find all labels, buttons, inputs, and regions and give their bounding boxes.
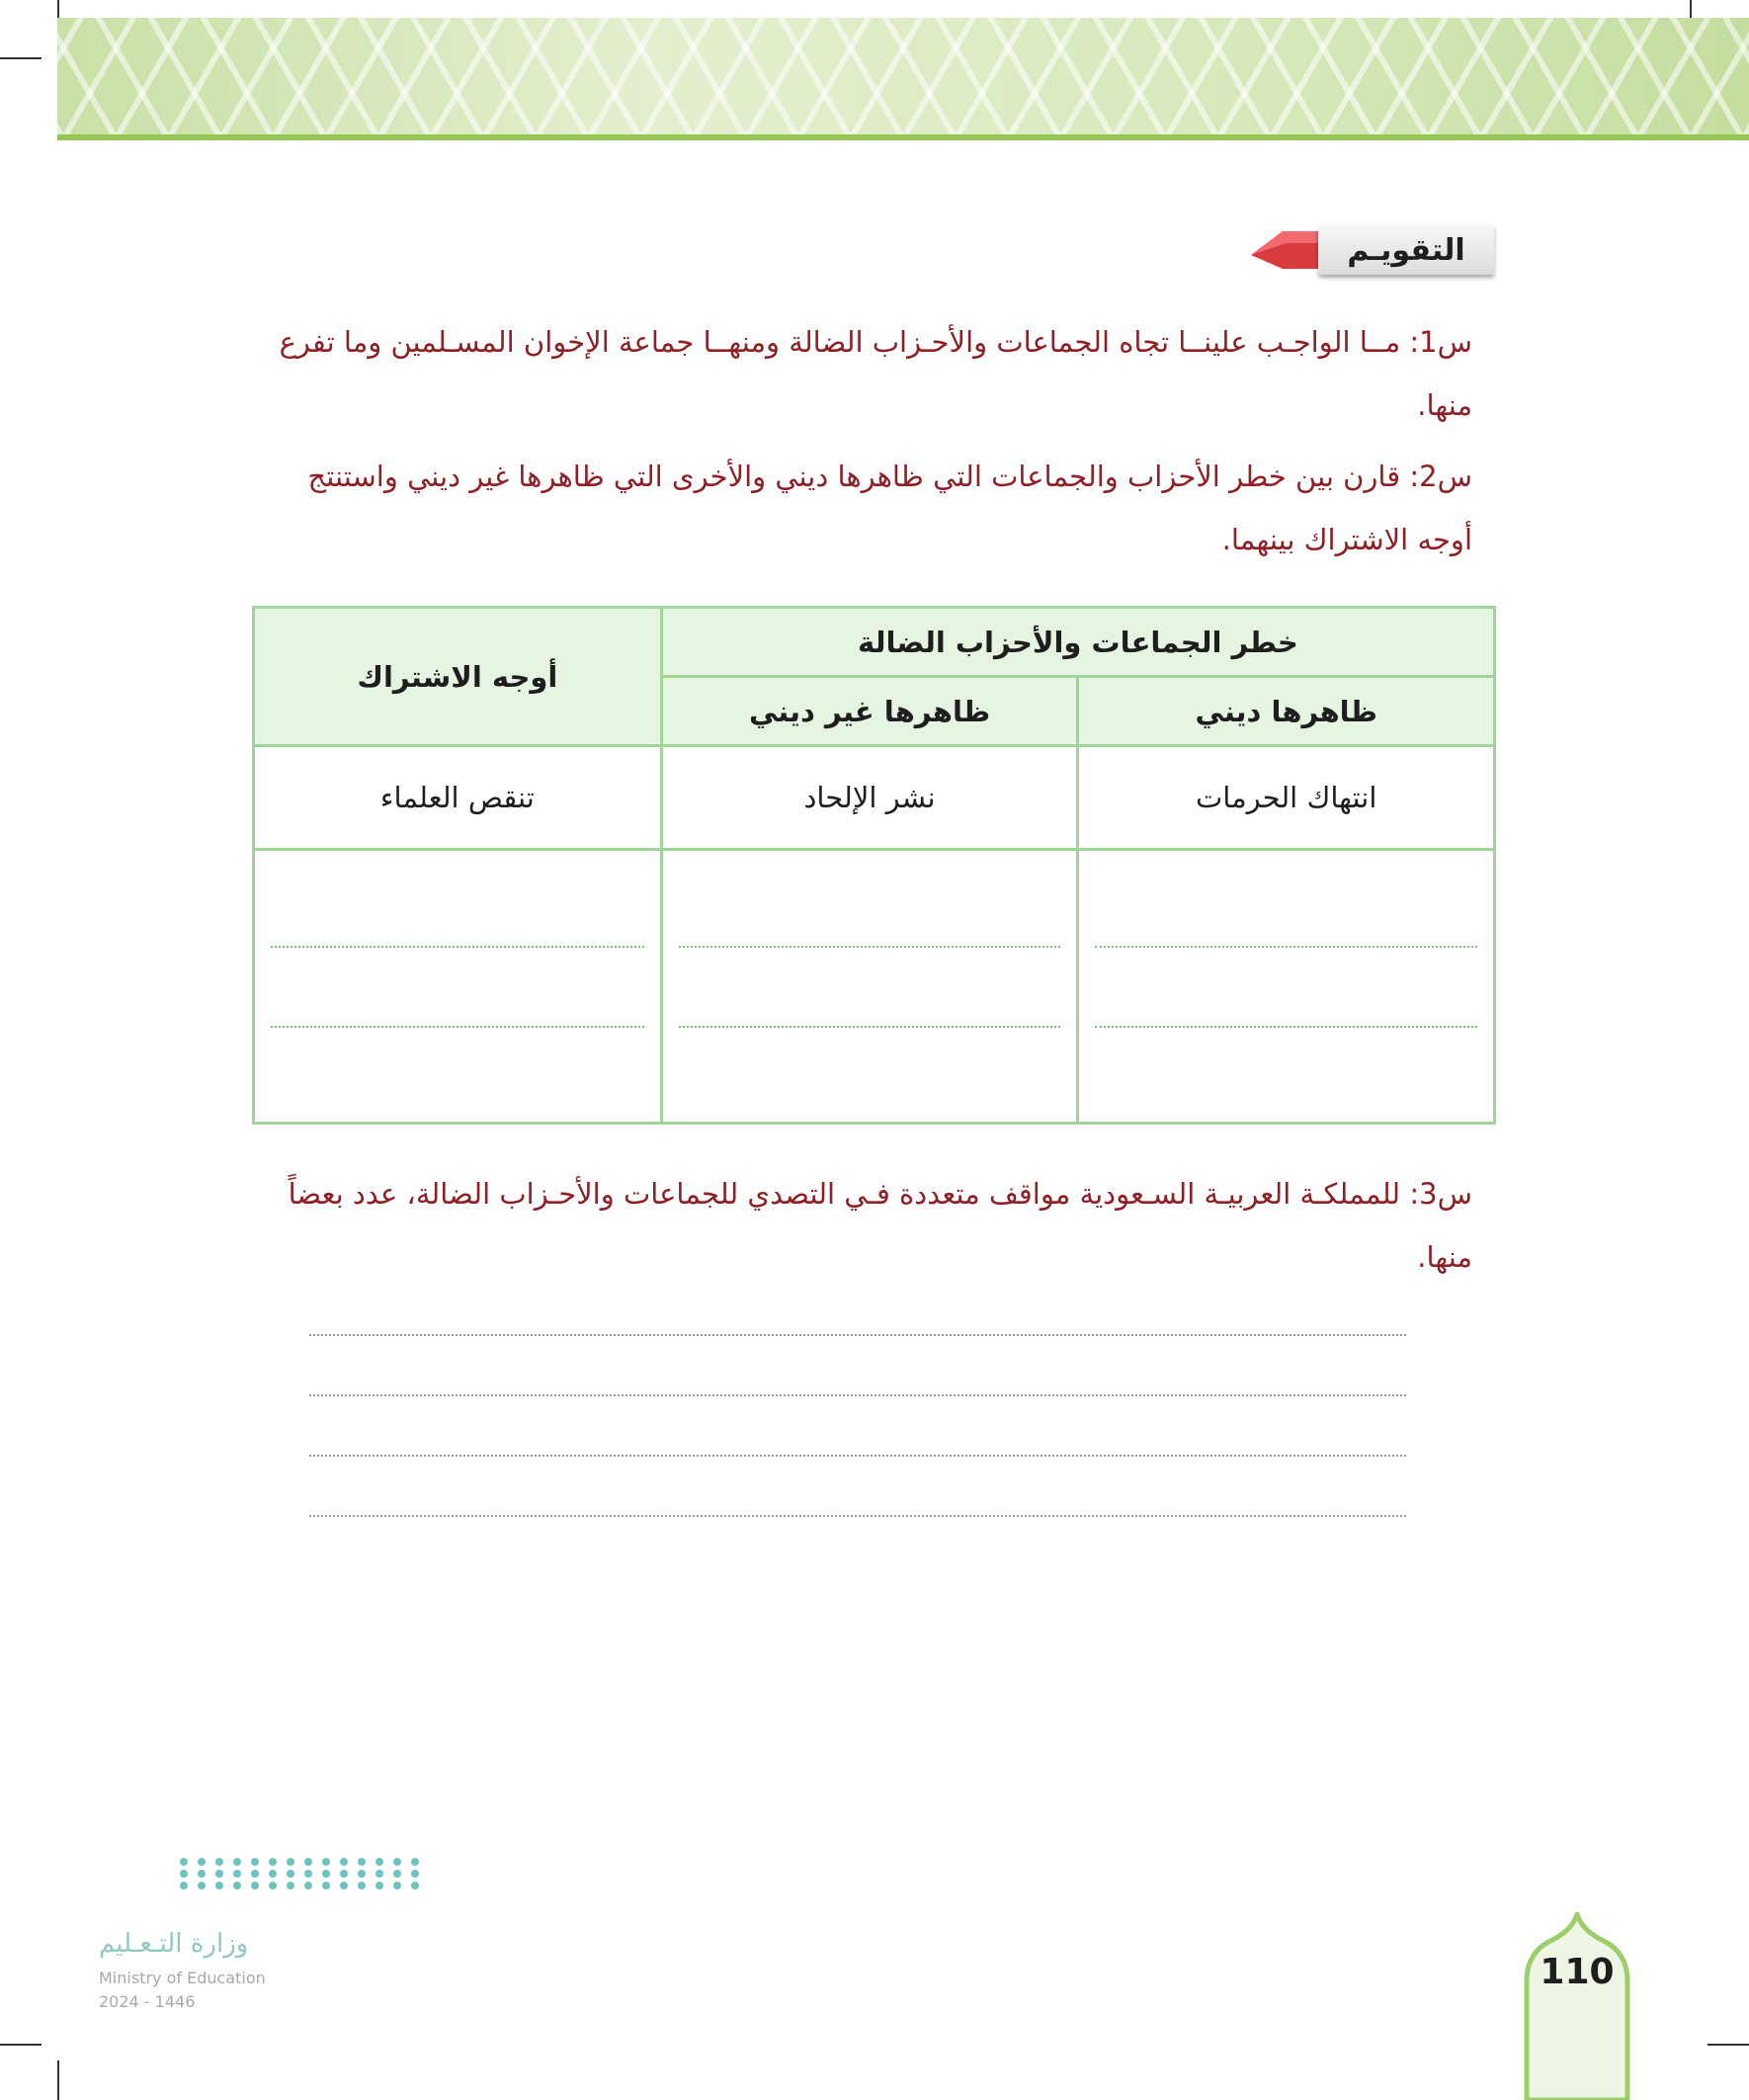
question-2 [247, 445, 1472, 571]
question-3 [247, 1162, 1472, 1289]
question-3-number: س3: [1409, 1177, 1472, 1211]
answer-cell-common[interactable] [254, 850, 662, 1124]
example-religious: انتهاك الحرمات [1078, 746, 1495, 850]
question-1-text: مــا الواجـب علينــا تجاه الجماعات والأحـزاب الضالة ومنهــا جماعة الإخوان المسـلمين وما تفرع منها. [279, 325, 1472, 422]
header-banner [57, 18, 1749, 134]
header-common: أوجه الاشتراك [254, 608, 662, 746]
logo-dots-icon [180, 1858, 425, 1890]
page-tab-icon [1523, 1912, 1631, 2100]
answer-line[interactable] [309, 1455, 1406, 1457]
ministry-name-en: Ministry of Education [99, 1969, 266, 1987]
ministry-name-ar: وزارة التـعـليم [99, 1929, 249, 1959]
example-non-religious: نشر الإلحاد [661, 746, 1078, 850]
question-3-text: للمملكـة العربيـة السـعودية مواقف متعددة فـي التصدي للجماعات والأحـزاب الضالة، عدد بعضاً منها. [288, 1177, 1472, 1274]
crop-mark [0, 57, 42, 59]
answer-line [679, 1025, 1061, 1028]
crop-mark [57, 2060, 59, 2100]
comparison-table [252, 606, 1496, 1125]
example-common: تنقص العلماء [254, 746, 662, 850]
answer-line [1095, 1025, 1477, 1028]
question-2-text: قارن بين خطر الأحزاب والجماعات التي ظاهرها ديني والأخرى التي ظاهرها غير ديني واستنتج أوجه الاشتراك بينهما. [307, 460, 1472, 556]
answer-line[interactable] [309, 1394, 1406, 1396]
header-religious: ظاهرها ديني [1078, 677, 1495, 746]
section-title: التقويـم [1318, 225, 1494, 275]
crop-mark [0, 2044, 42, 2046]
header-danger: خطر الجماعات والأحزاب الضالة [661, 608, 1494, 677]
answer-cell-religious[interactable] [1078, 850, 1495, 1124]
section-tag [1247, 225, 1494, 275]
answer-line [271, 1025, 644, 1028]
question-1 [247, 310, 1472, 437]
answer-cell-non-religious[interactable] [661, 850, 1078, 1124]
edition-year: 2024 - 1446 [99, 1992, 196, 2011]
question-1-number: س1: [1409, 325, 1472, 359]
crop-mark [1707, 2044, 1749, 2046]
answer-line[interactable] [309, 1334, 1406, 1336]
answer-line[interactable] [309, 1515, 1406, 1517]
question-2-number: س2: [1409, 460, 1472, 493]
header-divider [57, 134, 1749, 140]
ministry-logo [99, 1858, 366, 2036]
header-non-religious: ظاهرها غير ديني [661, 677, 1078, 746]
page-number: 110 [1540, 1952, 1615, 1992]
